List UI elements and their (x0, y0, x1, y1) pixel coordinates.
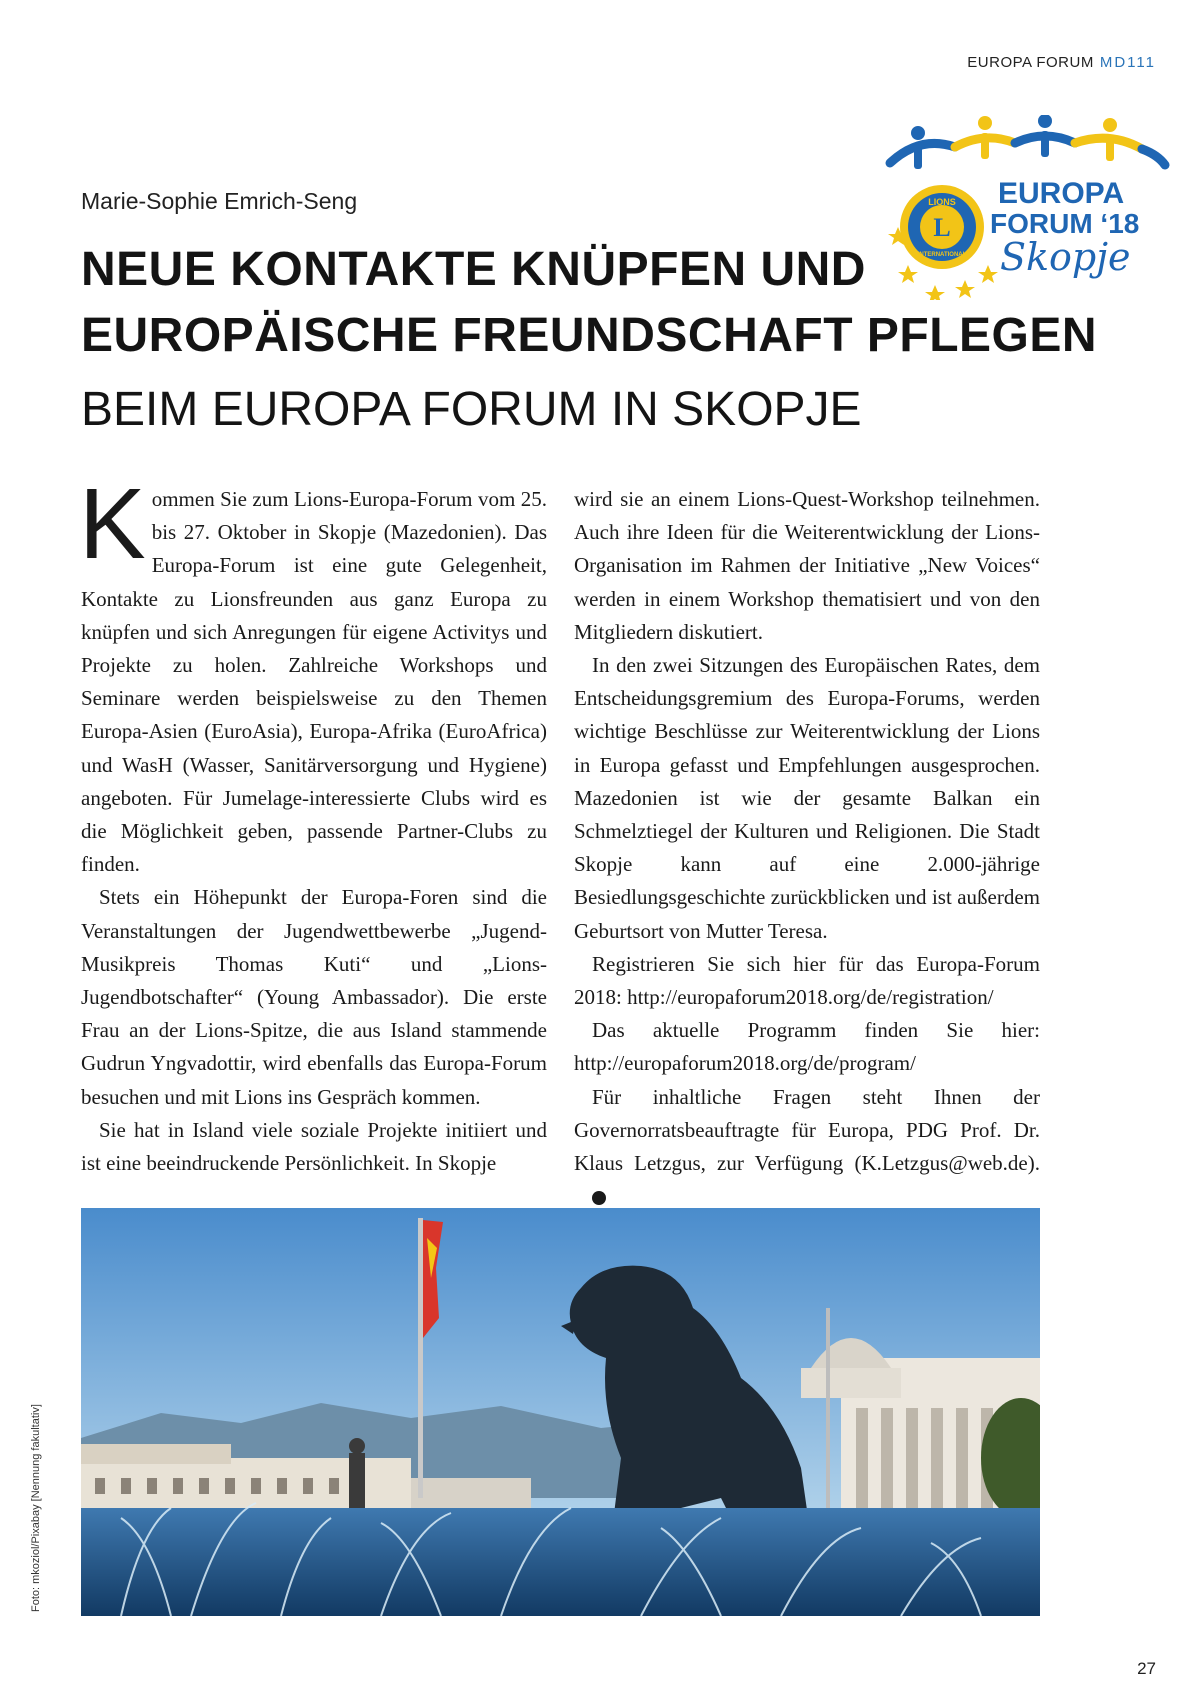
logo-line3: Skopje (1000, 235, 1131, 279)
logo-line1: EUROPA (998, 177, 1125, 210)
paragraph: Kommen Sie zum Lions-Europa-Forum vom 25. bis 27. Oktober in Skopje (Mazedonien). Das Europa-Forum ist eine gute Gelegenheit, Kontakte zu Lionsfreunden aus ganz Europa zu knüpfen und sich Anregungen für eigene Activitys und Projekte zu holen. Zahlreiche Workshops und Seminare werden beispielsweise zu den Themen Europa-Asien (EuroAsia), Europa-Afrika (EuroAfrica) und WasH (Wasser, Sanitärversorgung und Hygiene) angeboten. Für Jumelage-interessierte Clubs wird es die Möglichkeit geben, passende Partner-Clubs zu finden. (79, 468, 547, 877)
header-section: EUROPA FORUM (967, 54, 1094, 71)
article-subtitle: BEIM EUROPA FORUM IN SKOPJE (81, 383, 862, 436)
photo-credit: Foto: mkoziol/Pixabay [Nennung fakultativ] (30, 1404, 42, 1612)
seal-letter: L (933, 213, 951, 242)
text-column-right (574, 483, 1040, 1213)
end-mark-icon: L (592, 1191, 606, 1205)
drop-cap: K (79, 468, 146, 580)
title-line-2: EUROPÄISCHE FREUNDSCHAFT PFLEGEN (81, 309, 1098, 362)
title-line-1: NEUE KONTAKTE KNÜPFEN UND (81, 243, 866, 296)
logo-line2: FORUM ‘18 (990, 208, 1140, 239)
paragraph: Sie hat in Island viele soziale Projekte initiiert und ist eine beeindruckende Persönlichkeit. In Skopje (81, 1117, 547, 1176)
seal-bottom-text: INTERNATIONAL (917, 252, 967, 258)
paragraph: In den zwei Sitzungen des Europäischen Rates, dem Entscheidungsgremium des Europa-Forums, werden wichtige Beschlüsse zur Weiterentwicklung der Lions in Europa gefasst und Empfehlungen ausgesprochen. Mazedonien ist wie der gesamte Balkan ein Schmelztiegel der Kulturen und Religionen. Die Stadt Skopje kann auf eine 2.000-jährige Besiedlungsgeschichte zurückblicken und ist außerdem Geburtsort von Mutter Teresa. (574, 653, 1040, 943)
skopje-lion-photo (81, 1208, 1040, 1616)
page-number: 27 (1137, 1659, 1156, 1678)
paragraph: Registrieren Sie sich hier für das Europa-Forum 2018: http://europaforum2018.org/de/registration/ (574, 951, 1040, 1010)
running-header (967, 54, 1156, 71)
paragraph: wird sie an einem Lions-Quest-Workshop teilnehmen. Auch ihre Ideen für die Weiterentwicklung der Lions-Organisation im Rahmen der Initiative „New Voices“ werden in einem Workshop thematisiert und von den Mitgliedern diskutiert. (574, 487, 1040, 644)
header-code: MD111 (1099, 54, 1156, 71)
paragraph: Das aktuelle Programm finden Sie hier: http://europaforum2018.org/de/program/ (574, 1018, 1040, 1076)
author-name: Marie-Sophie Emrich-Seng (81, 188, 358, 214)
seal-top-text: LIONS (928, 197, 956, 207)
paragraph: Stets ein Höhepunkt der Europa-Foren sind die Veranstaltungen der Jugendwettbewerbe „Jugend-Musikpreis Thomas Kuti“ und „Lions-Jugendbotschafter“ (Young Ambassador). Die erste Frau an der Lions-Spitze, die aus Island stammende Gudrun Yngvadottir, wird ebenfalls das Europa-Forum besuchen und mit Lions ins Gespräch kommen. (81, 885, 547, 1109)
paragraph: Für inhaltliche Fragen steht Ihnen der Governorratsbeauftragte für Europa, PDG Prof. Dr. Klaus Letzgus, zur Verfügung (K.Letzgus@web.de).L (574, 1084, 1040, 1204)
article-title (81, 237, 1097, 369)
text-column-left (79, 468, 547, 1180)
